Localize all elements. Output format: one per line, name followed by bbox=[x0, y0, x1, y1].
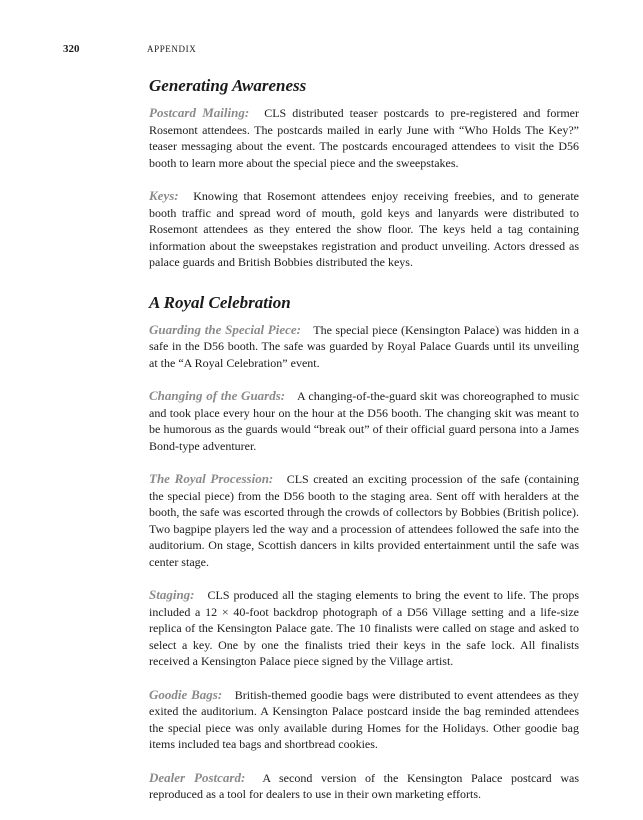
entry-text: The special piece (Kensington Palace) was hidden in a safe in the D56 booth. The safe was guarded by Royal Palace Guards until its unveiling at the “A Royal Celebration” event. bbox=[149, 322, 579, 370]
entry-label: Postcard Mailing: bbox=[149, 105, 250, 120]
entry-label: The Royal Procession: bbox=[149, 471, 274, 486]
entry-staging bbox=[149, 587, 579, 670]
entry-royal-procession bbox=[149, 471, 579, 570]
entry-label: Dealer Postcard: bbox=[149, 769, 246, 785]
entry-goodie-bags bbox=[149, 687, 579, 753]
entry-label: Changing of the Guards: bbox=[149, 388, 286, 403]
entry-guarding-special-piece bbox=[149, 322, 579, 372]
entry-keys bbox=[149, 188, 579, 271]
section-title-generating-awareness: Generating Awareness bbox=[149, 76, 307, 95]
running-head: APPENDIX bbox=[147, 44, 197, 54]
entry-label: Keys: bbox=[149, 188, 179, 203]
entry-dealer-postcard bbox=[149, 770, 579, 803]
entry-text: CLS produced all the staging elements to bring the event to life. The props included a 12 × 40-foot backdrop photograph of a D56 Village setting and a life-size replica of the Kensington Palace gate. The 10 finalists were called on stage and asked to select a key. One by one the finalists tried their keys in the safe lock. All finalists received a Kensington Palace piece signed by the Village artist. bbox=[149, 588, 579, 668]
entry-label: Staging: bbox=[149, 587, 195, 602]
section-title-royal-celebration: A Royal Celebration bbox=[149, 292, 291, 312]
entry-text: A changing-of-the-guard skit was choreographed to music and took place every hour on the hour at the D56 booth. The changing skit was meant to be humorous as the guards would “break out” of their official guard persona into a James Bond-type adventurer. bbox=[149, 389, 579, 453]
entry-postcard-mailing bbox=[149, 105, 579, 171]
entry-text: A second version of the Kensington Palace postcard was reproduced as a tool for dealers to use in their own marketing efforts. bbox=[149, 770, 579, 801]
entry-text: CLS distributed teaser postcards to pre-registered and former Rosemont attendees. The postcards mailed in early June with “Who Holds The Key?” teaser messaging about the event. The postcards encouraged attendees to visit the D56 booth to learn more about the special piece and the sweepstakes. bbox=[149, 106, 579, 170]
entry-text: British-themed goodie bags were distributed to event attendees as they exited the auditorium. A Kensington Palace postcard inside the bag reminded attendees the special piece was only available during Homes for the Holidays. Other goodie bag items included tea bags and shortbread cookies. bbox=[149, 687, 579, 751]
entry-text: CLS created an exciting procession of the safe (containing the special piece) from the D56 booth to the staging area. Sent off with heralders at the booth, the safe was escorted through the crowds of collectors by Bobbies (British police). Two bagpipe players led the way and a procession of attendees followed the safe into the auditorium. On stage, Scottish dancers in kilts provided entertainment until the safe was center stage. bbox=[149, 472, 579, 569]
entry-label: Guarding the Special Piece: bbox=[149, 321, 301, 337]
page-body bbox=[149, 76, 579, 820]
entry-changing-of-guards bbox=[149, 388, 579, 454]
entry-label: Goodie Bags: bbox=[149, 686, 223, 702]
page-number: 320 bbox=[63, 43, 80, 55]
entry-text: Knowing that Rosemont attendees enjoy receiving freebies, and to generate booth traffic and spread word of mouth, gold keys and lanyards were distributed to Rosemont attendees as they entered the show floor. The keys held a tag containing information about the sweepstakes registration and product unveiling. Actors dressed as palace guards and British Bobbies distributed the keys. bbox=[149, 189, 580, 269]
